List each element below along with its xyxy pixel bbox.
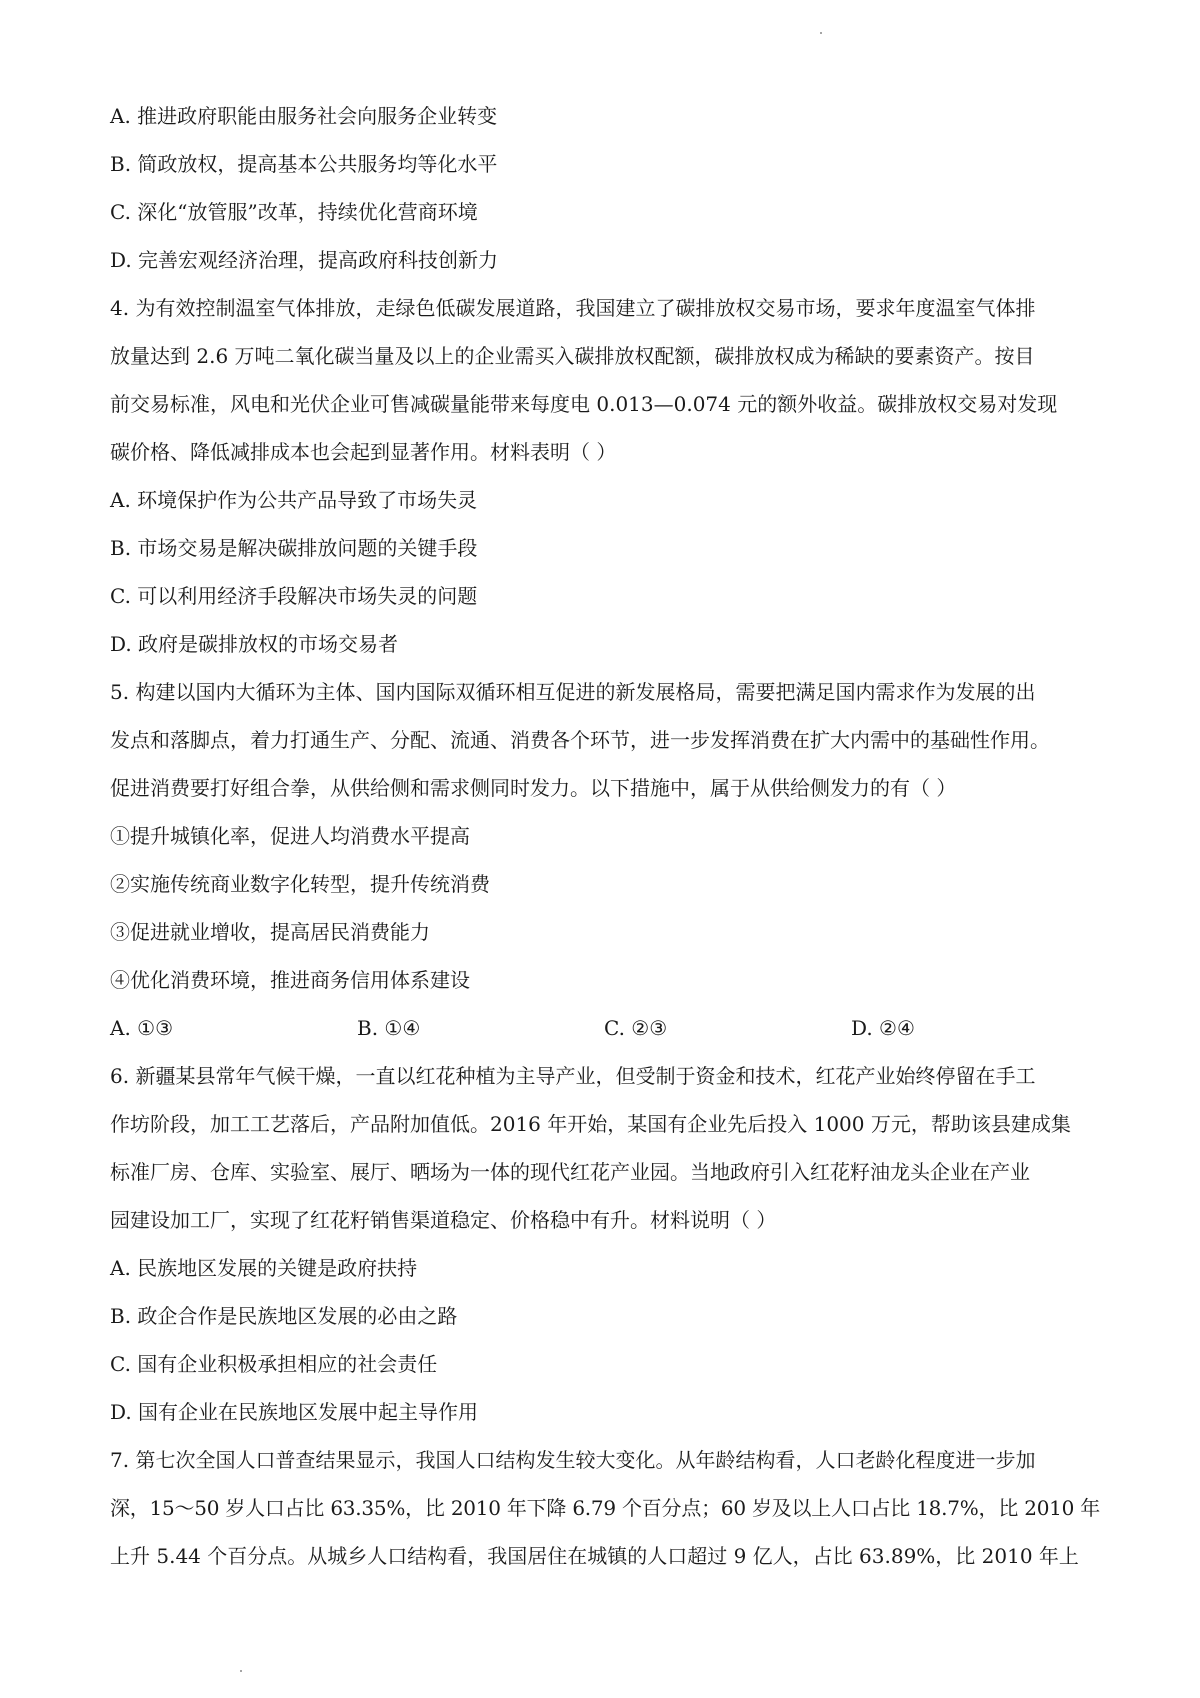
q5-option-c: C. ②③ bbox=[604, 1016, 668, 1040]
q7-stem-line: 深，15～50 岁人口占比 63.35%，比 2010 年下降 6.79 个百分点；60 岁及以上人口占比 18.7%，比 2010 年 bbox=[110, 1496, 1100, 1520]
q6-option-a: A. 民族地区发展的关键是政府扶持 bbox=[110, 1256, 418, 1280]
q4-stem-line: 碳价格、降低减排成本也会起到显著作用。材料表明（ ） bbox=[110, 440, 617, 464]
q5-option-b: B. ①④ bbox=[357, 1016, 421, 1040]
q5-stem-line: 发点和落脚点，着力打通生产、分配、流通、消费各个环节，进一步发挥消费在扩大内需中的基础性作用。 bbox=[110, 728, 1050, 752]
q6-stem-line: 园建设加工厂，实现了红花籽销售渠道稳定、价格稳中有升。材料说明（ ） bbox=[110, 1208, 777, 1232]
q4-option-a: A. 环境保护作为公共产品导致了市场失灵 bbox=[110, 488, 478, 512]
q4-stem-line: 前交易标准，风电和光伏企业可售减碳量能带来每度电 0.013—0.074 元的额外收益。碳排放权交易对发现 bbox=[110, 392, 1058, 416]
q4-option-c: C. 可以利用经济手段解决市场失灵的问题 bbox=[110, 584, 478, 608]
q6-stem-line: 6. 新疆某县常年气候干燥，一直以红花种植为主导产业，但受制于资金和技术，红花产业始终停留在手工 bbox=[110, 1064, 1036, 1088]
q6-option-c: C. 国有企业积极承担相应的社会责任 bbox=[110, 1352, 438, 1376]
q5-item-2: ②实施传统商业数字化转型，提升传统消费 bbox=[110, 872, 490, 896]
q4-option-b: B. 市场交易是解决碳排放问题的关键手段 bbox=[110, 536, 478, 560]
q5-item-1: ①提升城镇化率，促进人均消费水平提高 bbox=[110, 824, 470, 848]
q3-option-d: D. 完善宏观经济治理，提高政府科技创新力 bbox=[110, 248, 499, 272]
q3-option-c: C. 深化“放管服”改革，持续优化营商环境 bbox=[110, 200, 478, 224]
q5-option-d: D. ②④ bbox=[851, 1016, 915, 1040]
q4-stem-line: 放量达到 2.6 万吨二氧化碳当量及以上的企业需买入碳排放权配额，碳排放权成为稀缺的要素资产。按目 bbox=[110, 344, 1035, 368]
q3-option-b: B. 简政放权，提高基本公共服务均等化水平 bbox=[110, 152, 498, 176]
q4-stem-line: 4. 为有效控制温室气体排放，走绿色低碳发展道路，我国建立了碳排放权交易市场，要求年度温室气体排 bbox=[110, 296, 1036, 320]
q7-stem-line: 上升 5.44 个百分点。从城乡人口结构看，我国居住在城镇的人口超过 9 亿人，占比 63.89%，比 2010 年上 bbox=[110, 1544, 1079, 1568]
q5-stem-line: 促进消费要打好组合拳，从供给侧和需求侧同时发力。以下措施中，属于从供给侧发力的有（ ） bbox=[110, 776, 957, 800]
q5-stem-line: 5. 构建以国内大循环为主体、国内国际双循环相互促进的新发展格局，需要把满足国内需求作为发展的出 bbox=[110, 680, 1036, 704]
scan-speck bbox=[820, 32, 822, 34]
q6-stem-line: 标准厂房、仓库、实验室、展厅、晒场为一体的现代红花产业园。当地政府引入红花籽油龙头企业在产业 bbox=[110, 1160, 1030, 1184]
scan-speck bbox=[240, 1670, 242, 1672]
q7-stem-line: 7. 第七次全国人口普查结果显示，我国人口结构发生较大变化。从年龄结构看，人口老龄化程度进一步加 bbox=[110, 1448, 1036, 1472]
q5-item-4: ④优化消费环境，推进商务信用体系建设 bbox=[110, 968, 470, 992]
q5-item-3: ③促进就业增收，提高居民消费能力 bbox=[110, 920, 430, 944]
q6-stem-line: 作坊阶段，加工工艺落后，产品附加值低。2016 年开始，某国有企业先后投入 1000 万元，帮助该县建成集 bbox=[110, 1112, 1071, 1136]
q3-option-a: A. 推进政府职能由服务社会向服务企业转变 bbox=[110, 104, 498, 128]
q4-option-d: D. 政府是碳排放权的市场交易者 bbox=[110, 632, 399, 656]
q5-option-a: A. ①③ bbox=[110, 1016, 174, 1040]
q6-option-d: D. 国有企业在民族地区发展中起主导作用 bbox=[110, 1400, 479, 1424]
q6-option-b: B. 政企合作是民族地区发展的必由之路 bbox=[110, 1304, 458, 1328]
